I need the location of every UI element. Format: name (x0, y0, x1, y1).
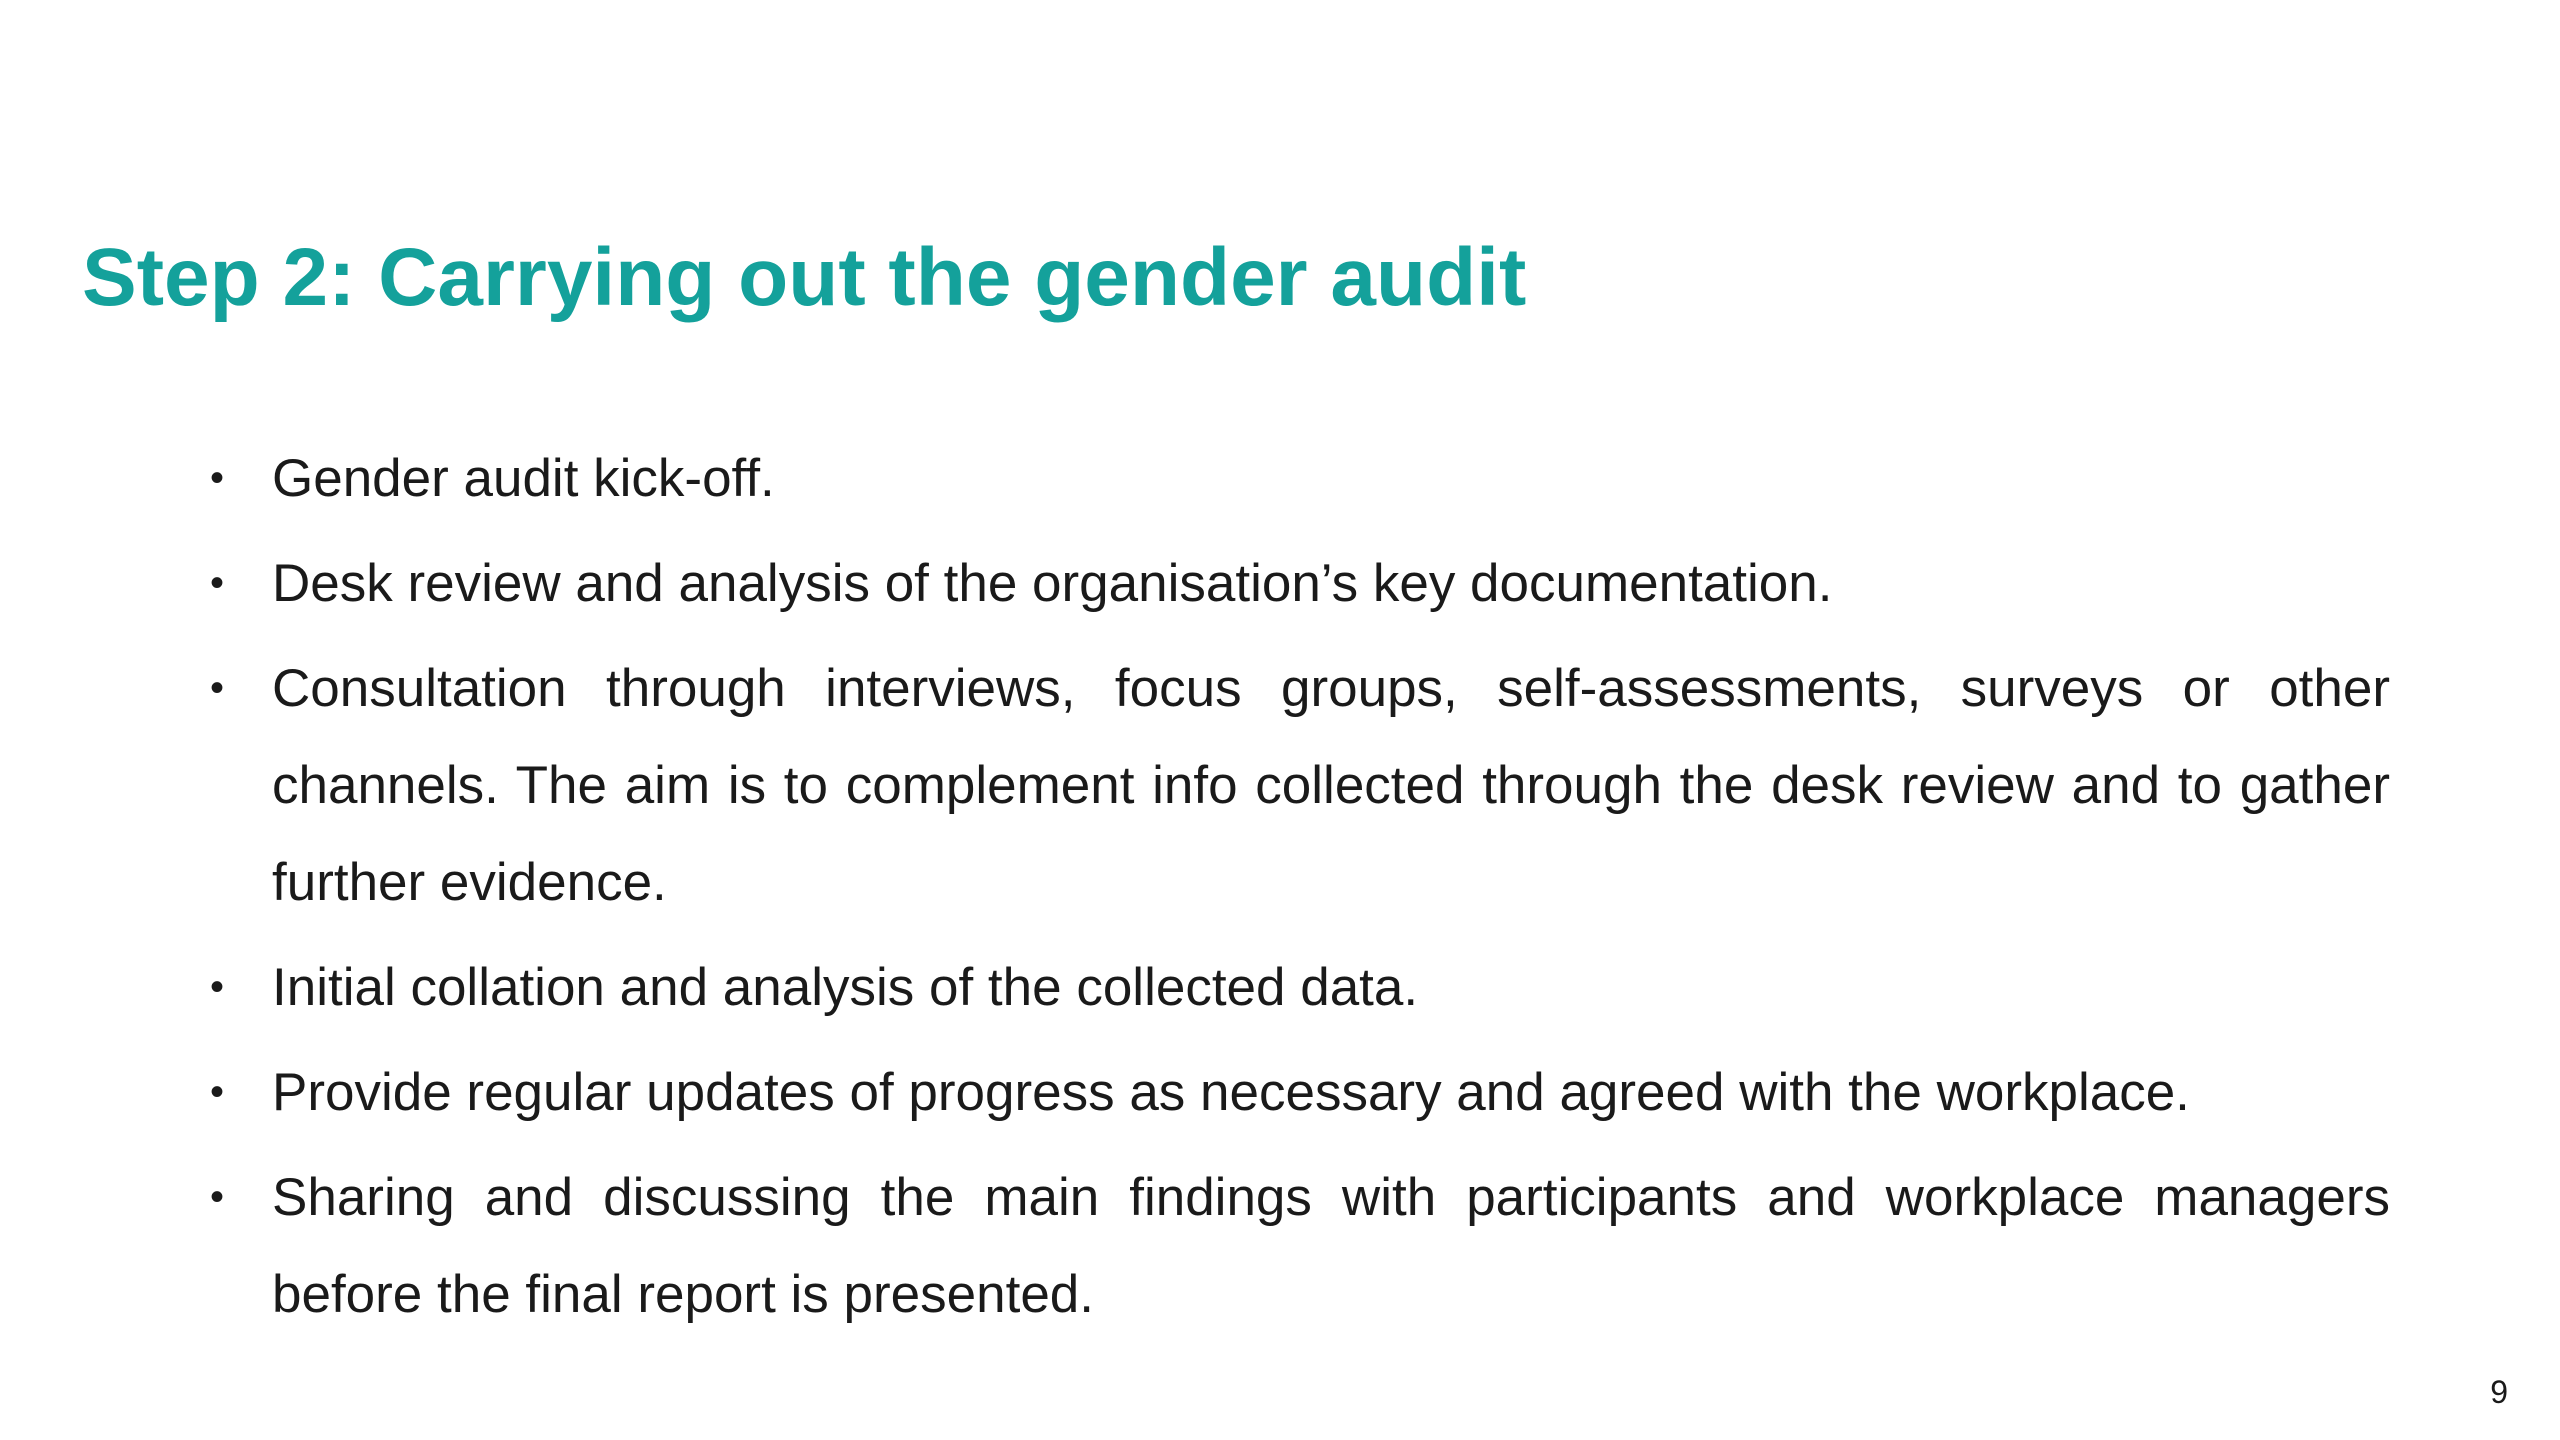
bullet-icon: • (210, 1175, 225, 1219)
bullet-text: Initial collation and analysis of the collected data. (272, 958, 1419, 1017)
bullet-text: Desk review and analysis of the organisation’s key documentation. (272, 554, 1833, 613)
bullet-icon: • (210, 1070, 225, 1114)
bullet-item-3 (210, 640, 2390, 931)
bullet-item-2 (210, 535, 2390, 632)
bullet-text: Gender audit kick-off. (272, 449, 775, 508)
bullet-item-1 (210, 430, 2390, 527)
bullet-icon: • (210, 965, 225, 1009)
page-number: 9 (2490, 1374, 2508, 1410)
bullet-text: Sharing and discussing the main findings with participants and workplace managers before the final report is presented. (272, 1168, 2390, 1324)
bullet-text: Provide regular updates of progress as necessary and agreed with the workplace. (272, 1063, 2190, 1122)
bullet-list (210, 430, 2390, 1351)
bullet-icon: • (210, 561, 225, 605)
slide-title: Step 2: Carrying out the gender audit (82, 232, 1527, 323)
bullet-icon: • (210, 456, 225, 500)
bullet-icon: • (210, 666, 225, 710)
bullet-text: Consultation through interviews, focus groups, self-assessments, surveys or other channels. The aim is to complement info collected through the desk review and to gather further evidence. (272, 659, 2390, 912)
bullet-item-5 (210, 1044, 2390, 1141)
bullet-item-6 (210, 1149, 2390, 1343)
bullet-item-4 (210, 939, 2390, 1036)
